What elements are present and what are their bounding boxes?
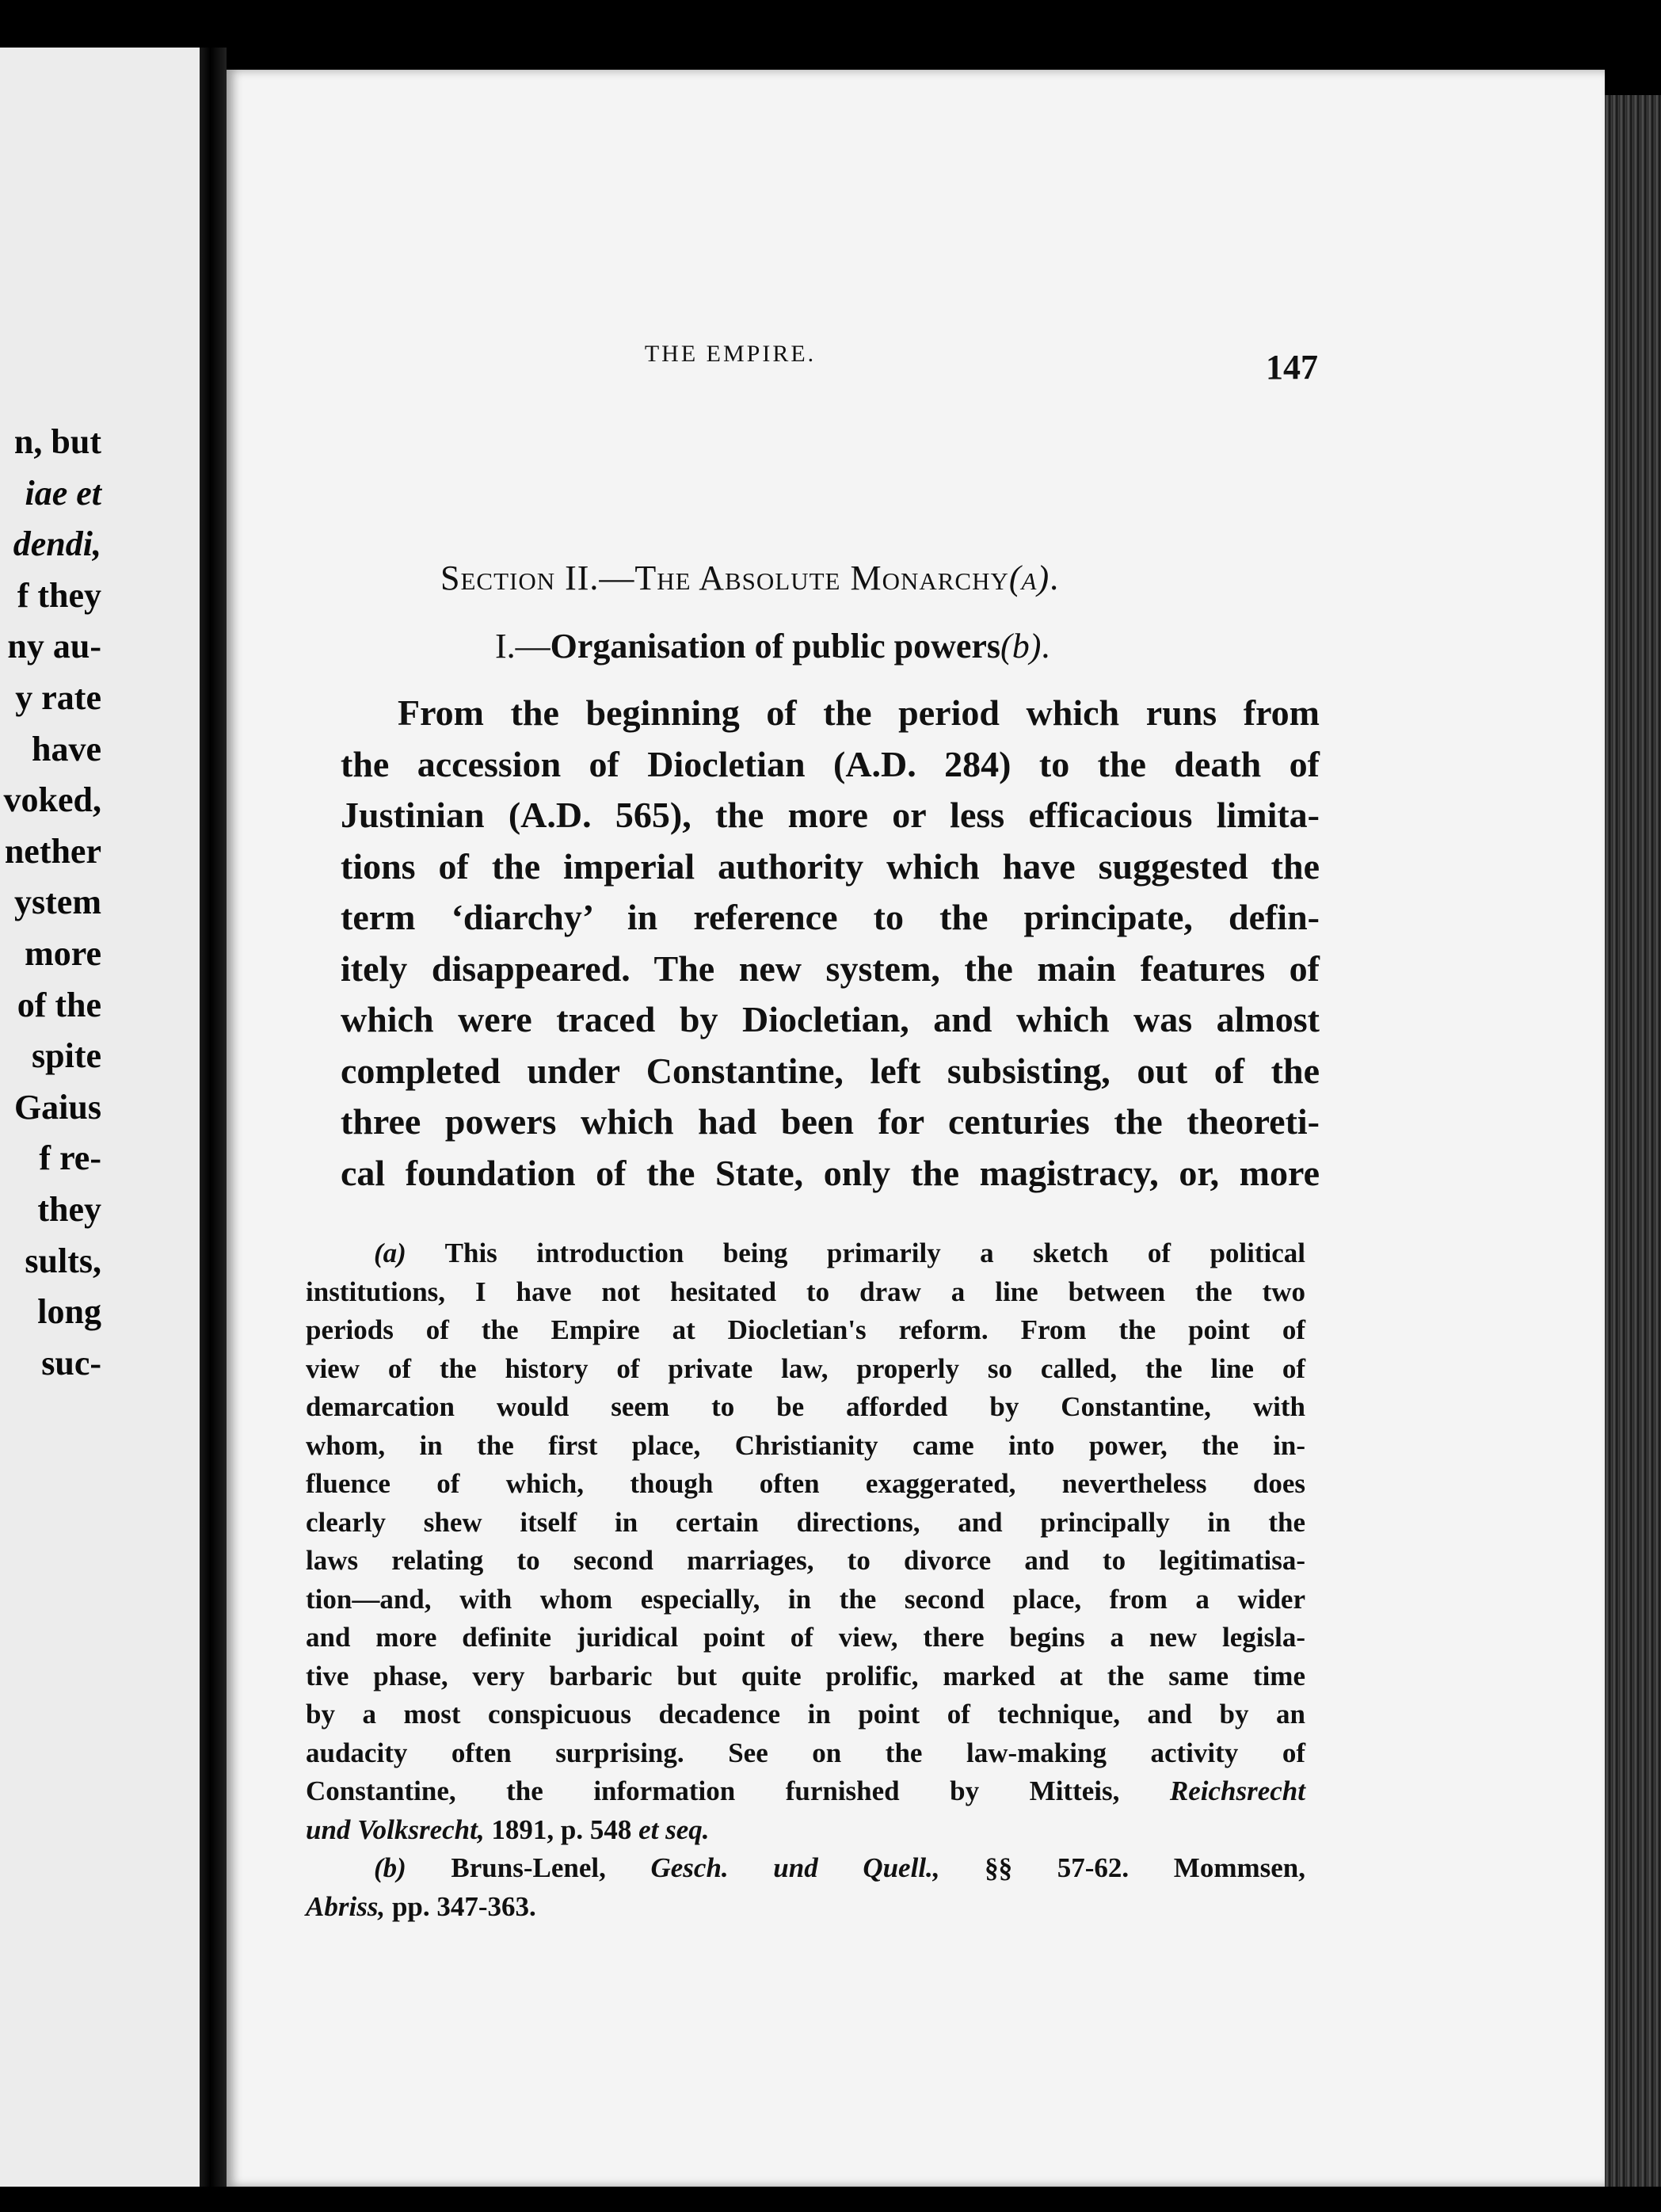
body-line: cal foundation of the State, only the magistracy, or, more [341,1152,1320,1193]
cited-work-title: und Volksrecht, [306,1813,485,1845]
body-line: which were traced by Diocletian, and which was almost [341,999,1320,1039]
footnote-a-line: by a most conspicuous decadence in point of technique, and by an [306,1699,1305,1730]
body-line: term ‘diarchy’ in reference to the principate, defin- [341,897,1320,937]
left-page-line: n, but [13,422,101,461]
body-line: the accession of Diocletian (A.D. 284) to the death of [341,743,1320,784]
footnote-text: Constantine, the information furnished by Mitteis, [306,1775,1120,1806]
footnote-a-line: clearly shew itself in certain directions, and principally in the [306,1506,1305,1538]
subsection-title: Organisation of public powers [550,627,1001,666]
subsection-heading-end: . [1041,627,1050,666]
body-line: tions of the imperial authority which have suggested the [341,845,1320,887]
left-page-line: nether [4,831,101,871]
footnote-b-line [306,1849,1305,1888]
footnote-a-line: institutions, I have not hesitated to draw a line between the two [306,1276,1305,1307]
left-page-line: iae et [25,473,101,513]
subsection-note-ref: (b) [1000,627,1042,666]
footnote-a-label: (a) [374,1238,406,1268]
previous-page-fragment [0,48,200,2187]
section-heading-text: Section II.—The Absolute Monarchy [440,559,1009,597]
section-heading [440,558,1248,598]
body-line: itely disappeared. The new system, the main features of [341,948,1320,989]
footnote-text: Mommsen, [1173,1852,1305,1883]
body-paragraph [341,688,1320,1199]
left-page-line: f they [17,575,101,615]
section-heading-end: . [1050,559,1060,597]
book-gutter [200,48,227,2187]
footnote-a-line [306,1811,1305,1850]
footnote-text: This introduction being primarily a sketch of political [444,1238,1306,1268]
left-page-line: ny au- [7,627,101,666]
cited-work-title: Reichsrecht [1169,1775,1305,1806]
left-page-line: y rate [15,678,101,717]
footnotes [306,1234,1305,1926]
footnote-a-line: tion—and, with whom especially, in the second place, from a wider [306,1583,1305,1615]
footnote-text: pp. 347-363. [391,1890,536,1922]
left-page-line: f re- [39,1138,101,1178]
running-head: THE EMPIRE. [644,341,817,367]
left-page-line: have [32,729,101,768]
cited-work-title: Abriss, [306,1890,386,1922]
page-number: 147 [1266,348,1318,387]
footnote-a-line: demarcation would seem to be afforded by Constantine, with [306,1391,1305,1422]
footnote-a-line: laws relating to second marriages, to divorce and to legitimatisa- [306,1545,1305,1576]
left-page-line: Gaius [13,1087,101,1127]
left-page-line: ystem [14,883,101,922]
page-edges [1605,95,1661,2187]
left-page-line: dendi, [13,524,101,564]
footnote-text: 1891, p. 548 [491,1813,632,1845]
body-line: three powers which had been for centuries the theoreti- [341,1101,1320,1142]
left-page-line: long [37,1292,101,1332]
subsection-heading [495,626,1255,666]
footnote-b-line [306,1888,1305,1927]
left-page-line: voked, [3,780,101,820]
footnote-a-line [306,1234,1305,1273]
footnote-a-line: periods of the Empire at Diocletian's reform. From the point of [306,1314,1305,1345]
section-note-ref: (a) [1008,559,1050,597]
footnote-a-line: fluence of which, though often exaggerated, nevertheless does [306,1468,1305,1499]
left-page-line: spite [32,1036,101,1076]
left-page-line: they [37,1190,101,1229]
footnote-a-line: and more definite juridical point of view, there begins a new legisla- [306,1622,1305,1653]
footnote-a-line: whom, in the first place, Christianity came into power, the in- [306,1429,1305,1461]
subsection-number: I.— [495,627,550,666]
footnote-a-line: audacity often surprising. See on the law-making activity of [306,1737,1305,1768]
footnote-a-line [306,1772,1305,1811]
left-page-line: more [25,934,101,973]
footnote-text: §§ 57-62. [985,1852,1130,1883]
footnote-b-label: (b) [374,1852,406,1883]
footnote-a-line: view of the history of private law, properly so called, the line of [306,1352,1305,1384]
body-line: From the beginning of the period which runs from [398,692,1320,733]
footnote-a-line: tive phase, very barbaric but quite prolific, marked at the same time [306,1660,1305,1691]
footnote-text: et seq. [638,1813,710,1845]
left-page-line: of the [17,985,101,1024]
body-line: completed under Constantine, left subsisting, out of the [341,1050,1320,1091]
left-page-line: sults, [25,1241,101,1280]
body-line: Justinian (A.D. 565), the more or less efficacious limita- [341,795,1320,835]
left-page-line: suc- [41,1343,101,1382]
cited-work-title: Gesch. und Quell., [650,1852,940,1883]
footnote-text: Bruns-Lenel, [451,1852,606,1883]
